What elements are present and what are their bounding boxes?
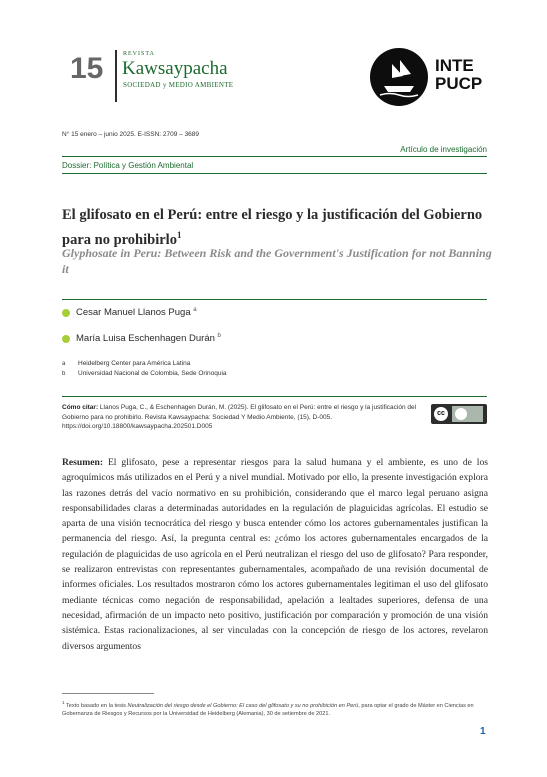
person-icon (455, 408, 467, 420)
orcid-icon[interactable] (62, 335, 70, 343)
issue-info: N° 15 enero – junio 2025. E-ISSN: 2709 – 3689 (62, 131, 200, 138)
author-aff-mark: b (217, 333, 221, 339)
article-type: Artículo de investigación (400, 145, 487, 154)
article-title-en: Glyphosate in Peru: Between Risk and the Government's Justification for not Banning it (62, 246, 492, 276)
abstract-text: El glifosato, pese a representar riesgos para la salud humana y el ambiente, es uno de los agroquímicos más utilizados en el Perú y a nivel mundial. Motivado por ello, la presente investigación explora las razones detrás del vacío normativo en su prohibición, considerando que el marco legal peruano asigna responsabilidades claras a determinadas autoridades en la regulación de plaguicidas agrícolas. El estudio se aparta de una visión tecnocrática del riesgo y busca entender cómo los actores gubernamentales justifican la permanencia del riesgo. Así, la pregunta central es: ¿cómo los actores gubernamentales encargados de la regulación de plaguicidas de uso agrícola en el Perú neutralizan el riesgo del uso de glifosato? Para responder, se realizaron entrevistas con representantes gubernamentales, acompañado de una revisión documental de informes oficiales. Los resultados mostraron cómo los actores gubernamentales legitiman el uso del glifosato mediante técnicas como negación de responsabilidad, apelación a lealtades superiores, defensa de una necesidad, afirmación de un impacto neto positivo, justificación por comparación y promoción de una visión sistémica. Estas racionalizaciones, al ser vinculadas con la concepción de riesgo de los actores, revelaron diversos argumentos (62, 457, 488, 652)
title-footnote-mark: 1 (176, 230, 182, 240)
affiliation-letter: b (62, 371, 66, 377)
revista-label: REVISTA (123, 51, 155, 57)
author-name: Cesar Manuel Llanos Puga (76, 307, 191, 319)
rule-authors (62, 299, 487, 300)
by-icon (452, 406, 483, 422)
footnote-text-before: Texto basado en la tesis (64, 702, 128, 709)
orcid-icon[interactable] (62, 309, 70, 317)
ship-logo-icon (370, 48, 428, 106)
how-to-cite (62, 403, 422, 432)
cite-label: Cómo citar: (62, 404, 99, 411)
footnote-thesis-title: Neutralización del riesgo desde el Gobierno: El caso del glifosato y su no prohibición en Perú (127, 702, 359, 709)
rule-top (62, 156, 487, 157)
affiliation-b (62, 370, 227, 377)
footnote-rule (62, 693, 154, 694)
dossier-label: Dossier: Política y Gestión Ambiental (62, 161, 194, 170)
article-title (62, 205, 492, 250)
author-2 (62, 333, 221, 344)
issue-number: 15 (70, 52, 104, 85)
affiliation-a (62, 360, 190, 367)
affiliation-name: Heidelberg Center para América Latina (78, 360, 191, 367)
header-divider (115, 50, 117, 102)
footnote (62, 699, 488, 719)
author-1 (62, 307, 197, 318)
abstract-label: Resumen: (62, 457, 104, 468)
footnote-mark: 1 (62, 700, 65, 705)
publisher-logo-text (435, 57, 482, 93)
journal-name: Kawsaypacha (122, 58, 228, 79)
author-aff-mark: a (193, 307, 197, 313)
abstract (62, 455, 488, 654)
affiliation-name: Universidad Nacional de Colombia, Sede Orinoquia (78, 370, 227, 377)
footnote-text-after: , para optar el grado de Máster en Ciencias en Gobernanza de Riesgos y Recursos por la Universidad de Heidelberg (Alemania), 30 de setiembre de 2021. (62, 702, 474, 718)
journal-subtitle: SOCIEDAD y MEDIO AMBIENTE (123, 81, 234, 89)
page-number: 1 (480, 726, 486, 737)
publisher-logo-line-1: INTE (435, 56, 474, 75)
cite-text: Llanos Puga, C., & Eschenhagen Durán, M. (2025). El glifosato en el Perú: entre el riesgo y la justificación del Gobierno para no prohibirlo. Revista Kawsaypacha: Sociedad Y Medio Ambiente, (15), D-005. https://doi.org/10.18800/kawsaypacha.202501.D005 (62, 404, 417, 430)
cc-icon: cc (434, 407, 448, 421)
rule-citation (62, 396, 487, 397)
affiliation-letter: a (62, 361, 66, 367)
author-name: María Luisa Eschenhagen Durán (76, 333, 215, 345)
cc-by-license-icon[interactable] (431, 404, 487, 424)
title-es: El glifosato en el Perú: entre el riesgo y la justificación del Gobierno para no prohibirlo (62, 207, 483, 248)
rule-dossier (62, 173, 487, 174)
publisher-logo-line-2: PUCP (435, 74, 483, 93)
